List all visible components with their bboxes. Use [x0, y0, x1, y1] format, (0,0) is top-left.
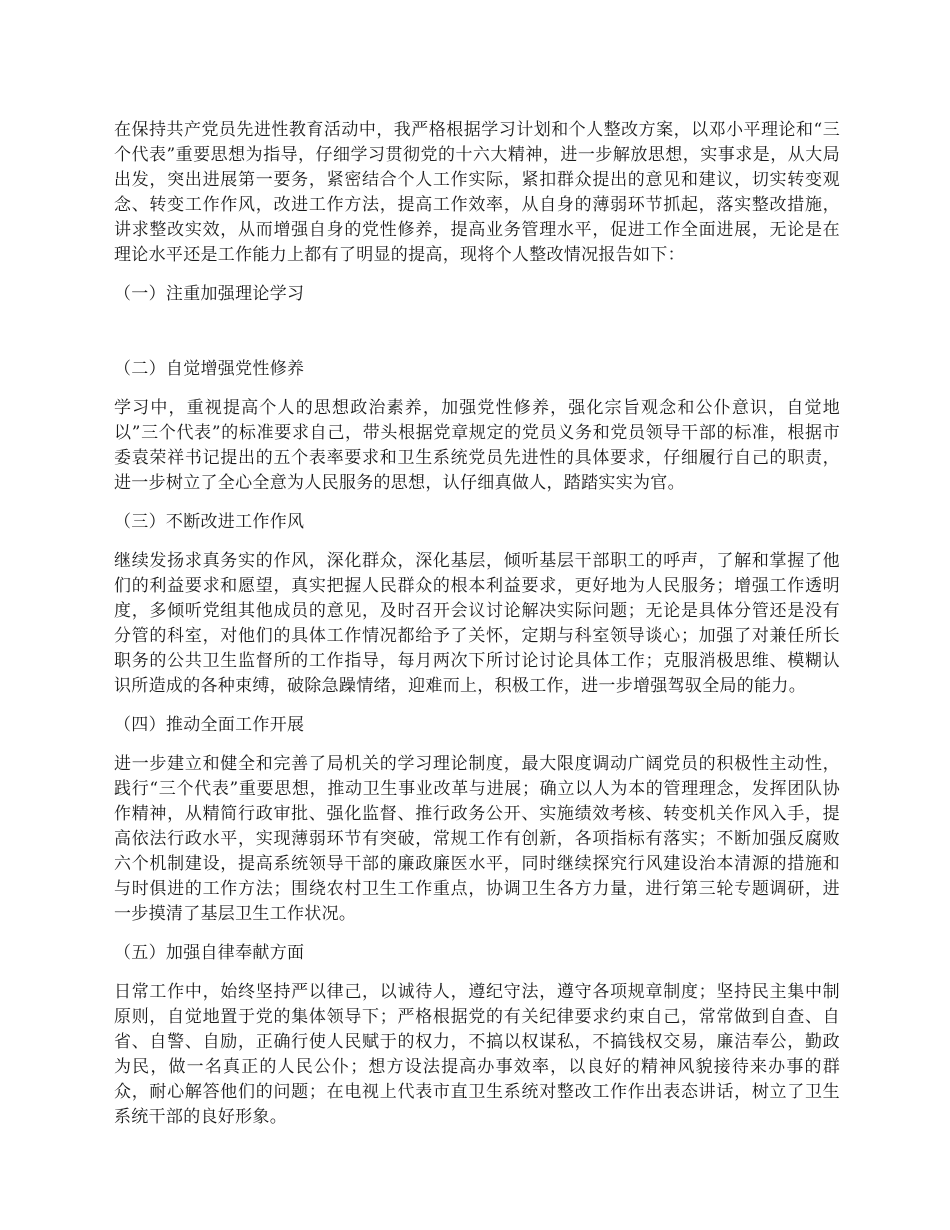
section-body-4: 进一步建立和健全和完善了局机关的学习理论制度，最大限度调动广阔党员的积极性主动性，践行“三个代表”重要思想，推动卫生事业改革与进展；确立以人为本的管理理念，发挥团队协作精神，从精简行政审批、强化监督、推行政务公开、实施绩效考核、转变机关作风入手，提高依法行政水平，实现薄弱环节有突破，常规工作有创新，各项指标有落实；不断加强反腐败六个机制建设，提高系统领导干部的廉政廉医水平，同时继续探究行风建设治本清源的措施和与时俱进的工作方法；围绕农村卫生工作重点，协调卫生各方力量，进行第三轮专题调研，进一步摸清了基层卫生工作状况。 — [114, 754, 840, 924]
intro-paragraph: 在保持共产党员先进性教育活动中，我严格根据学习计划和个人整改方案，以邓小平理论和“三个代表”重要思想为指导，仔细学习贯彻党的十六大精神，进一步解放思想，实事求是，从大局出发，突出进展第一要务，紧密结合个人工作实际，紧扣群众提出的意见和建议，切实转变观念、转变工作作风，改进工作方法，提高工作效率，从自身的薄弱环节抓起，落实整改措施，讲求整改实效，从而增强自身的党性修养，提高业务管理水平，促进工作全面进展，无论是在理论水平还是工作能力上都有了明显的提高，现将个人整改情况报告如下： — [114, 120, 840, 265]
section-heading-4: （四）推动全面工作开展 — [114, 715, 305, 735]
section-1-empty-body — [114, 321, 840, 357]
section-heading-1: （一）注重加强理论学习 — [114, 284, 305, 304]
document-page — [114, 118, 840, 1144]
section-body-5: 日常工作中，始终坚持严以律己，以诚待人，遵纪守法，遵守各项规章制度；坚持民主集中制原则，自觉地置于党的集体领导下；严格根据党的有关纪律要求约束自己，常常做到自查、自省、自警、自励，正确行使人民赋于的权力，不搞以权谋私，不搞钱权交易，廉洁奉公，勤政为民，做一名真正的人民公仆；想方设法提高办事效率，以良好的精神风貌接待来办事的群众，耐心解答他们的问题；在电视上代表市直卫生系统对整改工作作出表态讲话，树立了卫生系统干部的良好形象。 — [114, 982, 840, 1127]
section-heading-3: （三）不断改进工作作风 — [114, 512, 305, 532]
section-body-3: 继续发扬求真务实的作风，深化群众，深化基层，倾听基层干部职工的呼声，了解和掌握了他们的利益要求和愿望，真实把握人民群众的根本利益要求，更好地为人民服务；增强工作透明度，多倾听党组其他成员的意见，及时召开会议讨论解决实际问题；无论是具体分管还是没有分管的科室，对他们的具体工作情况都给予了关怀，定期与科室领导谈心；加强了对兼任所长职务的公共卫生监督所的工作指导，每月两次下所讨论讨论具体工作；克服消极思维、模糊认识所造成的各种束缚，破除急躁情绪，迎难而上，积极工作，进一步增强驾驭全局的能力。 — [114, 551, 840, 696]
section-heading-2: （二）自觉增强党性修养 — [114, 359, 305, 379]
section-heading-5: （五）加强自律奉献方面 — [114, 943, 305, 963]
section-body-2: 学习中，重视提高个人的思想政治素养，加强党性修养，强化宗旨观念和公仆意识，自觉地以”三个代表”的标准要求自己，带头根据党章规定的党员义务和党员领导干部的标准，根据市委袁荣祥书记提出的五个表率要求和卫生系统党员先进性的具体要求，仔细履行自己的职责，进一步树立了全心全意为人民服务的思想，认仔细真做人，踏踏实实为官。 — [114, 398, 840, 493]
